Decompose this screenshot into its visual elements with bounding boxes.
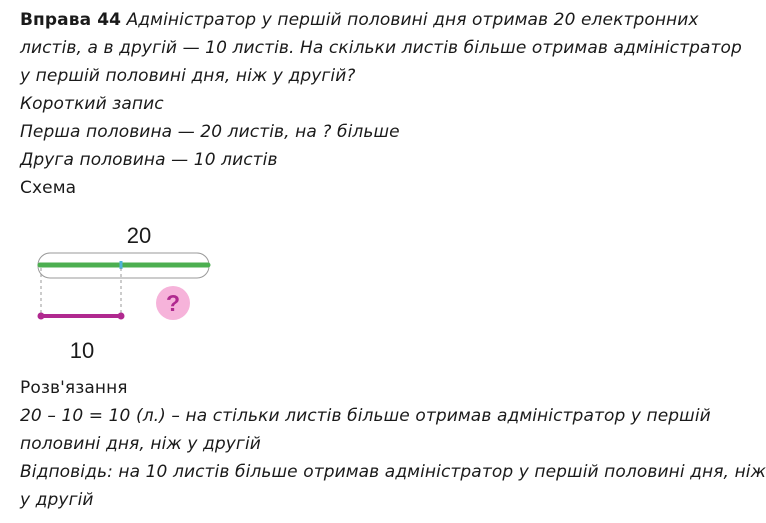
exercise-line-1 [20,9,699,31]
scheme-heading: Схема [20,178,77,198]
bottom-value-label: 10 [69,338,95,363]
solution-heading: Розв'язання [20,378,128,398]
answer-line-1: Відповідь: на 10 листів більше отримав адміністратор у першій половині дня, ніж [20,462,766,482]
exercise-label: Вправа 44 [20,10,122,30]
question-mark: ? [165,290,181,316]
exercise-text-1: Адміністратор у першій половині дня отримав 20 електронних [126,10,699,30]
solution-line-1: 20 – 10 = 10 (л.) – на стільки листів більше отримав адміністратор у першій [20,406,711,426]
short-note-line-2: Друга половина — 10 листів [20,150,278,170]
solution-line-2: половині дня, ніж у другій [20,434,261,454]
exercise-line-2: листів, а в другій — 10 листів. На скільки листів більше отримав адміністратор [20,38,742,58]
short-note-line-1: Перша половина — 20 листів, на ? більше [20,122,400,142]
bottom-bar-end-dot [118,313,125,320]
answer-line-2: у другій [20,490,94,510]
top-value-label: 20 [126,223,152,248]
short-note-heading: Короткий запис [20,94,164,114]
exercise-line-3: у першій половині дня, ніж у другій? [20,66,356,86]
scheme-diagram [0,210,260,370]
bottom-bar-start-dot [38,313,45,320]
